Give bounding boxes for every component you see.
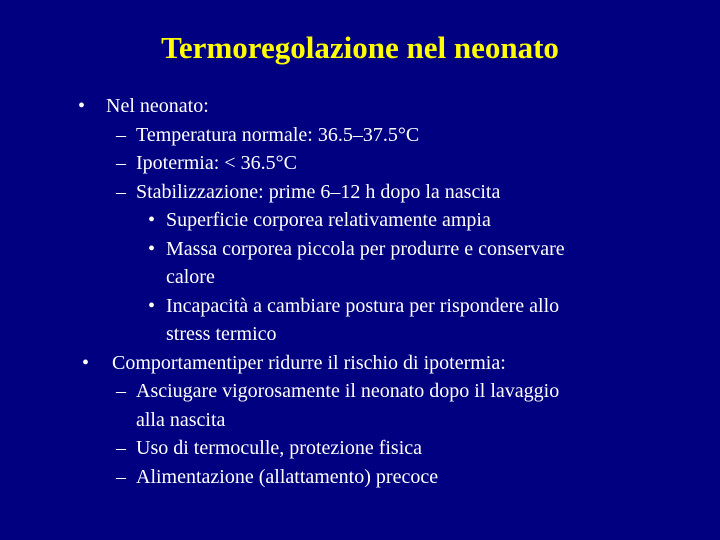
bullet-item (0, 349, 720, 378)
sub-bullet-text: Alimentazione (allattamento) precoce (136, 465, 439, 488)
sub-bullet-item (0, 178, 720, 207)
bullet-marker: • (148, 237, 156, 260)
sub-bullet-item (0, 463, 720, 492)
sub-sub-bullet-text: Massa corporea piccola per produrre e conservare (166, 237, 565, 260)
sub-sub-bullet-text: Superficie corporea relativamente ampia (166, 209, 491, 231)
dash-marker: – (116, 152, 126, 174)
dash-marker: – (116, 465, 126, 488)
sub-sub-bullet-item (0, 206, 720, 235)
dash-marker: – (116, 437, 126, 459)
bullet-marker: • (148, 209, 156, 231)
dash-marker: – (116, 180, 126, 203)
bullet-marker: • (78, 95, 86, 117)
dash-marker: – (116, 123, 126, 146)
slide-content (0, 92, 720, 491)
sub-bullet-continuation (0, 406, 720, 435)
sub-sub-bullet-continuation (0, 320, 720, 349)
sub-sub-bullet-text: stress termico (166, 323, 277, 345)
bullet-marker: • (82, 351, 90, 374)
sub-sub-bullet-text: Incapacità a cambiare postura per rispondere allo (166, 294, 560, 317)
sub-sub-bullet-continuation (0, 263, 720, 292)
bullet-text: Comportamentiper ridurre il rischio di ipotermia: (112, 351, 506, 374)
sub-bullet-item (0, 377, 720, 406)
sub-bullet-item (0, 434, 720, 463)
bullet-item (0, 92, 720, 121)
sub-bullet-text: Asciugare vigorosamente il neonato dopo il lavaggio (136, 380, 560, 402)
sub-sub-bullet-item (0, 235, 720, 264)
slide-title: Termoregolazione nel neonato (161, 30, 559, 65)
bullet-text: Nel neonato: (106, 95, 209, 117)
sub-sub-bullet-item (0, 292, 720, 321)
sub-bullet-item (0, 121, 720, 150)
sub-bullet-text: Temperatura normale: 36.5–37.5°C (136, 123, 420, 146)
sub-bullet-text: Ipotermia: < 36.5°C (136, 152, 297, 174)
bullet-marker: • (148, 294, 156, 317)
sub-bullet-text: Stabilizzazione: prime 6–12 h dopo la nascita (136, 180, 501, 203)
sub-bullet-text: alla nascita (136, 408, 226, 431)
sub-bullet-text: Uso di termoculle, protezione fisica (136, 437, 423, 459)
dash-marker: – (116, 380, 126, 402)
sub-bullet-item (0, 149, 720, 178)
sub-sub-bullet-text: calore (166, 266, 215, 288)
